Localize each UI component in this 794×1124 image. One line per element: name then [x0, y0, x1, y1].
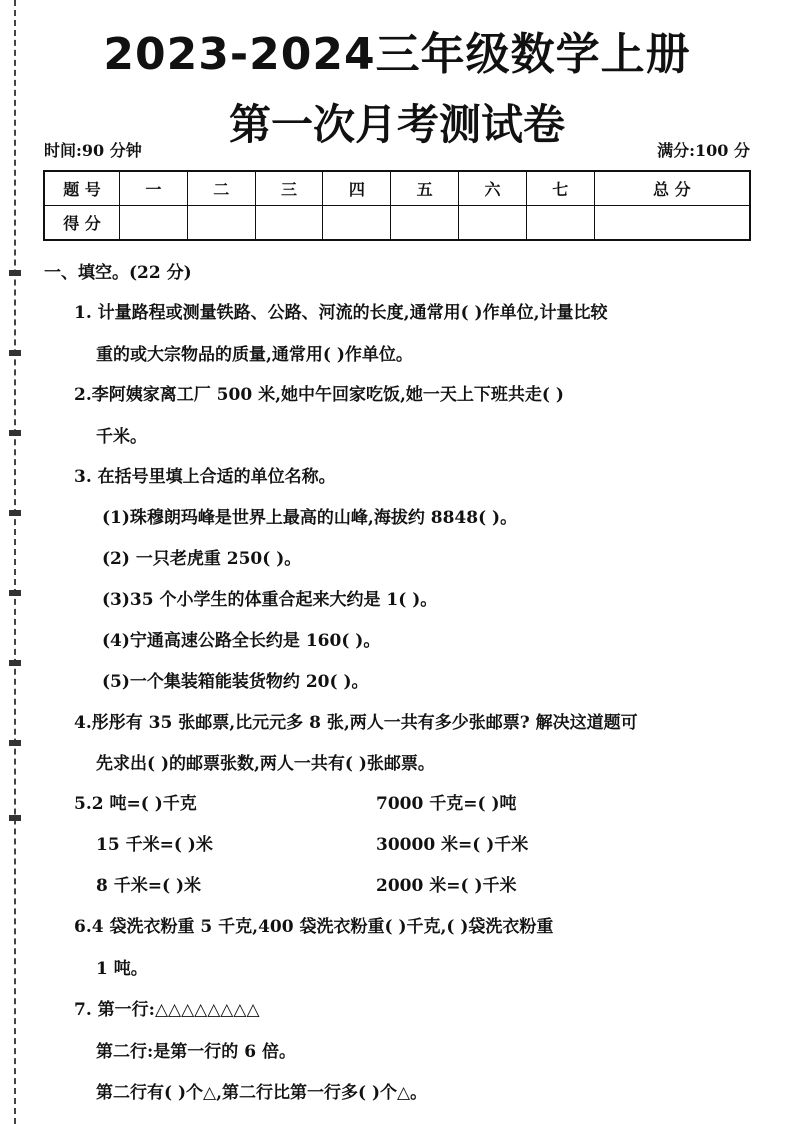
score-table-cell: 五 [391, 171, 459, 206]
question-7-line3: 第二行有( )个△,第二行比第一行多( )个△。 [96, 1083, 428, 1103]
question-6-line2: 1 吨。 [96, 959, 148, 979]
section-title: 一、填空。(22 分) [44, 263, 192, 283]
binding-mark [9, 510, 21, 516]
question-3-sub4: (4)宁通高速公路全长约是 160( )。 [102, 631, 381, 651]
question-4-line2: 先求出( )的邮票张数,两人一共有( )张邮票。 [96, 754, 435, 774]
exam-full-score: 满分:100 分 [657, 141, 750, 160]
score-entry-cell[interactable] [594, 206, 750, 241]
binding-mark [9, 740, 21, 746]
binding-mark [9, 270, 21, 276]
score-table-cell: 七 [526, 171, 594, 206]
binding-mark [9, 350, 21, 356]
score-table-cell: 题 号 [44, 171, 120, 206]
score-entry-cell[interactable] [323, 206, 391, 241]
question-3-sub2: (2) 一只老虎重 250( )。 [102, 549, 302, 569]
binding-mark [9, 815, 21, 821]
score-entry-cell[interactable] [391, 206, 459, 241]
exam-title-line1: 2023-2024三年级数学上册 [103, 29, 691, 80]
question-1-line2: 重的或大宗物品的质量,通常用( )作单位。 [96, 345, 413, 365]
question-5-item-f: 2000 米=( )千米 [376, 876, 517, 896]
score-table-cell: 一 [120, 171, 188, 206]
question-5-item-a: 5.2 吨=( )千克 [74, 794, 197, 814]
score-table-cell: 得 分 [44, 206, 120, 241]
question-6-line1: 6.4 袋洗衣粉重 5 千克,400 袋洗衣粉重( )千克,( )袋洗衣粉重 [74, 917, 554, 937]
score-table-cell: 六 [459, 171, 527, 206]
question-7-line2: 第二行:是第一行的 6 倍。 [96, 1042, 296, 1062]
binding-mark [9, 660, 21, 666]
binding-mark [9, 590, 21, 596]
exam-time: 时间:90 分钟 [44, 141, 142, 160]
score-entry-cell[interactable] [459, 206, 527, 241]
question-4-line1: 4.彤彤有 35 张邮票,比元元多 8 张,两人一共有多少张邮票? 解决这道题可 [74, 713, 638, 733]
binding-dashed-line [14, 0, 16, 1124]
score-entry-cell[interactable] [120, 206, 188, 241]
question-2-line1: 2.李阿姨家离工厂 500 米,她中午回家吃饭,她一天上下班共走( ) [74, 385, 564, 405]
score-entry-cell[interactable] [187, 206, 255, 241]
score-entry-cell[interactable] [255, 206, 323, 241]
question-1-line1: 1. 计量路程或测量铁路、公路、河流的长度,通常用( )作单位,计量比较 [74, 303, 608, 323]
score-table-cell: 三 [255, 171, 323, 206]
score-table-cell: 四 [323, 171, 391, 206]
score-table-score-row [44, 206, 750, 241]
question-5-item-c: 15 千米=( )米 [96, 835, 213, 855]
question-5-item-e: 8 千米=( )米 [96, 876, 201, 896]
question-7-line1: 7. 第一行:△△△△△△△△ [74, 1000, 260, 1020]
question-5-item-d: 30000 米=( )千米 [376, 835, 529, 855]
question-3-sub5: (5)一个集装箱能装货物约 20( )。 [102, 672, 369, 692]
score-table-cell: 总 分 [594, 171, 750, 206]
score-table-header-row [44, 171, 750, 206]
score-entry-cell[interactable] [526, 206, 594, 241]
question-3-sub3: (3)35 个小学生的体重合起来大约是 1( )。 [102, 590, 438, 610]
question-3-line1: 3. 在括号里填上合适的单位名称。 [74, 467, 336, 487]
question-2-line2: 千米。 [96, 427, 147, 447]
question-5-item-b: 7000 千克=( )吨 [376, 794, 517, 814]
score-table-cell: 二 [187, 171, 255, 206]
question-3-sub1: (1)珠穆朗玛峰是世界上最高的山峰,海拔约 8848( )。 [102, 508, 518, 528]
binding-mark [9, 430, 21, 436]
score-table [43, 170, 751, 241]
exam-title-line2: 第一次月考测试卷 [228, 100, 565, 149]
